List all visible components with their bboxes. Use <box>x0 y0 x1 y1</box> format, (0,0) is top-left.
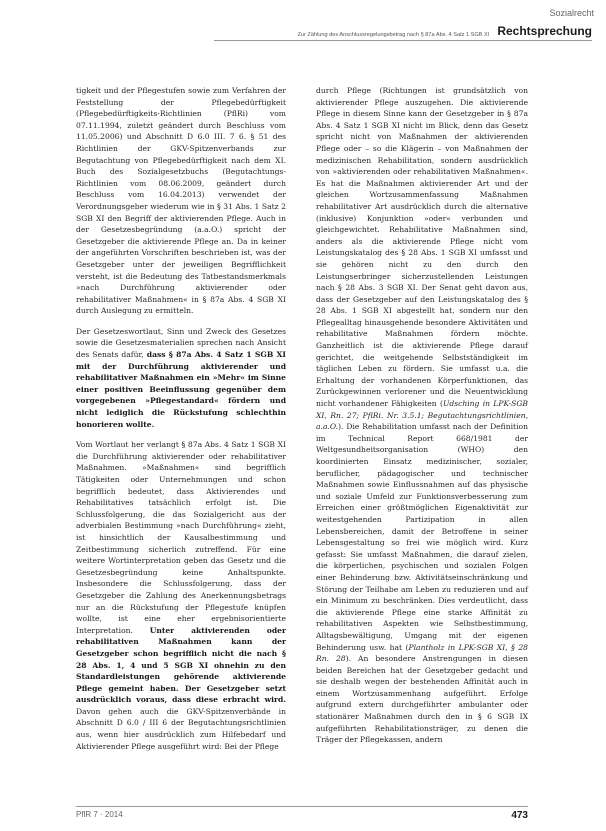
paragraph-text: Vom Wortlaut her verlangt § 87a Abs. 4 Satz 1 SGB XI die Durchführung aktivierender oder rehabilitativer Maßnahmen. »Maßnahmen« sind begrifflich Tätigkeiten oder Unternehmungen und schon begrifflich bedeutet, dass Aktivierendes und Rehabilitatives tatsächlich erfolgt ist. Die Schlussfolgerung, die das Sozialgericht aus der adverbialen Bestimmung »nach Durchführung« zieht, ist hinsichtlich der Kausalbestimmung und Zeitbestimmung sicherlich zutreffend. Für eine weitere Wortinterpretation geben das Gesetz und die Gesetzesbegründung keine Anhaltspunkte. Insbesondere die Schlussfolgerung, dass der Gesetzgeber die Zahlung des Anerkennungsbetrags nur an die Rückstufung der Pflegestufe knüpfen wollte, ist eine eher ergebnisorientierte Interpretation. <box>76 440 286 635</box>
section-title: Rechtsprechung <box>497 24 592 38</box>
section-label-top: Sozialrecht <box>549 8 594 18</box>
paragraph-bold-text: dass § 87a Abs. 4 Satz 1 SGB XI mit der Durchführung aktivierender und rehabilitativer Maßnahmen ein »Mehr« im Sinne einer positiven Beeinflussung gegenüber dem vorgegebenen »Pflegestandard« fördern und nicht lediglich die Rückstufung schlechthin honorieren wollte. <box>76 350 286 429</box>
page-number: 473 <box>511 810 528 821</box>
paragraph: tigkeit und der Pflegestufen sowie zum Verfahren der Feststellung der Pflegebedürftigkeit (Pflegebedürftigkeits-Richtlinien (PflRi) vom 07.11.1994, zuletzt geändert durch Beschluss vom 11.05.2006) und Abschnitt D 6.0 III. 7 6. § 51 des Richtlinien der GKV-Spitzenverbands zur Begutachtung von Pflegebedürftigkeit nach dem XI. Buch des Sozialgesetzbuchs (Begutachtungs-Richtlinien vom 08.06.2009, geändert durch Beschluss vom 16.04.2013) verwendet der Verordnungsgeber wiederum wie in § 31 Abs. 1 Satz 2 SGB XI den Begriff der aktivierenden Pflege. Auch in der Gesetzesbegründung (a.a.O.) spricht der Gesetzgeber die aktivierende Pflege an. Da in keiner der angeführten Vorschriften beschrieben ist, was der Gesetzgeber unter der jeweiligen Begrifflichkeit versteht, ist die Bedeutung des Tatbestandsmerkmals »nach Durchführung aktivierender oder rehabilitativer Maßnahmen« in § 87a Abs. 4 SGB XI durch Auslegung zu ermitteln. <box>76 86 286 316</box>
citation: Udsching in LPK-SGB XI, Rn. 27; PflRi. Nr. 3.5.1; Begutachtungsrichtlinien, a.a.O. <box>316 399 528 432</box>
page-footer <box>76 806 528 827</box>
page-header <box>214 18 592 41</box>
running-title: Zur Zählung des Anschlussregelungsbetrag nach § 87a Abs. 4 Satz 1 SGB XI <box>297 32 490 38</box>
paragraph <box>316 85 528 746</box>
paragraph-text: Der Gesetzeswortlaut, Sinn und Zweck des Gesetzes sowie die Gesetzesmaterialien sprechen nach Ansicht des Senats dafür, <box>76 326 286 360</box>
paragraph-text: ). Die Rehabilitation umfasst nach der Definition im Technical Report 668/1981 der Weltgesundheitsorganisation (WHO) den koordinierten Einsatz medizinischer, sozialer, beruflicher, pädagogischer und technischer Maßnahmen sowie Einflussnahmen auf das physische und soziale Umfeld zur Funktionsverbesserung zum Erreichen einer größtmöglichen Eigenaktivität zur weitestgehenden Partizipation in allen Lebensbereichen, damit der Betroffene in seiner Lebensgestaltung so frei wie möglich wird. Kurz gefasst: Sie umfasst Maßnahmen, die darauf zielen, die körperlichen, psychischen und sozialen Folgen einer Behinderung bzw. Aktivitätseinschränkung und Störung der Teilhabe am Leben zu reduzieren und auf ein Minimum zu beschränken. Dies verdeutlicht, dass die aktivierende Pflege eine starke Affinität zu rehabilitativen Aspekten wie Selbstbestimmung, Alltagsbewältigung, Umgang mit der eigenen Behinderung usw. hat ( <box>316 422 528 652</box>
left-column <box>76 85 286 761</box>
journal-issue: PflR 7 · 2014 <box>76 810 123 819</box>
paragraph <box>76 439 286 752</box>
paragraph-text: ). An besondere Anstrengungen in diesen beiden Bereichen hat der Gesetzgeber gedacht und sie deshalb wegen der bestehenden Affinität auch in einem Wortzusammenhang aufgeführt. Erfolge aufgrund extern durchgeführter ambulanter oder stationärer Maßnahmen durch den in § 6 SGB IX aufgeführten Rehabilitationsträger, zu denen die Träger der Pflegekassen, andern <box>316 654 529 745</box>
paragraph <box>76 326 286 430</box>
citation: Plantholz in LPK-SGB XI, § 28 Rn. 28 <box>316 642 528 664</box>
paragraph-text: durch Pflege (Richtungen ist grundsätzlich von aktivierender Pflege auszugehen. Die aktivierende Pflege in diesem Sinne kann der Gesetzgeber in § 87a Abs. 4 Satz 1 SGB XI nicht im Blick, denn das Gesetz spricht nicht von Maßnahmen der aktivierenden Pflege oder – so die Klägerin – von Maßnahmen der medizinischen Rehabilitation, sondern ausdrücklich von »aktivierenden oder rehabilitativen Maßnahmen«. Es hat die Maßnahmen aktivierender Art und der gleichen Wortzusammenfassung Maßnahmen rehabilitativer Art ausdrücklich durch die alternative (inklusive) Konjunktion »oder« verbunden und gleichgewichtet. Rehabilitative Maßnahmen sind, anders als die aktivierende Pflege nicht vom Leistungskatalog des § 28 Abs. 1 SGB XI umfasst und sie gehören nicht zu den durch den Leistungserbringer sicherzustellenden Leistungen nach § 28 Abs. 3 SGB XI. Der Senat geht davon aus, dass der Gesetzgeber auf den Leistungskatalog des § 28 Abs. 1 SGB XI abgestellt hat, sondern nur den Pflegealltag hinausgehende besondere Aktivitäten und rehabilitative Maßnahmen fördern möchte. Ganzheitlich ist die aktivierende Pflege darauf gerichtet, die weitgehende Selbstständigkeit im täglichen Leben zu fördern. Sie umfasst u.a. die Erhaltung der vorhandenen Körperfunktionen, das Zurückgewinnen verlorener und die Neuentwicklung nicht vorhandener Fähigkeiten ( <box>316 86 528 409</box>
right-column <box>316 85 528 755</box>
paragraph-text: Davon gehen auch die GKV-Spitzenverbände in Abschnitt D 6.0 / III 6 der Begutachtungsrichtlinien aus, wenn hier ausdrücklich zum Hilfebedarf und Aktivierender Pflege ausgeführt wird: Bei der Pflege <box>76 706 286 751</box>
paragraph-bold-text: Unter aktivierenden oder rehabilitativen Maßnahmen kann der Gesetzgeber schon begrifflich nicht die nach § 28 Abs. 1, 4 und 5 SGB XI ohnehin zu den Standardleistungen gehörende aktivierende Pflege gemeint haben. Der Gesetzgeber setzt ausdrücklich voraus, dass diese erbracht wird. <box>76 625 286 705</box>
